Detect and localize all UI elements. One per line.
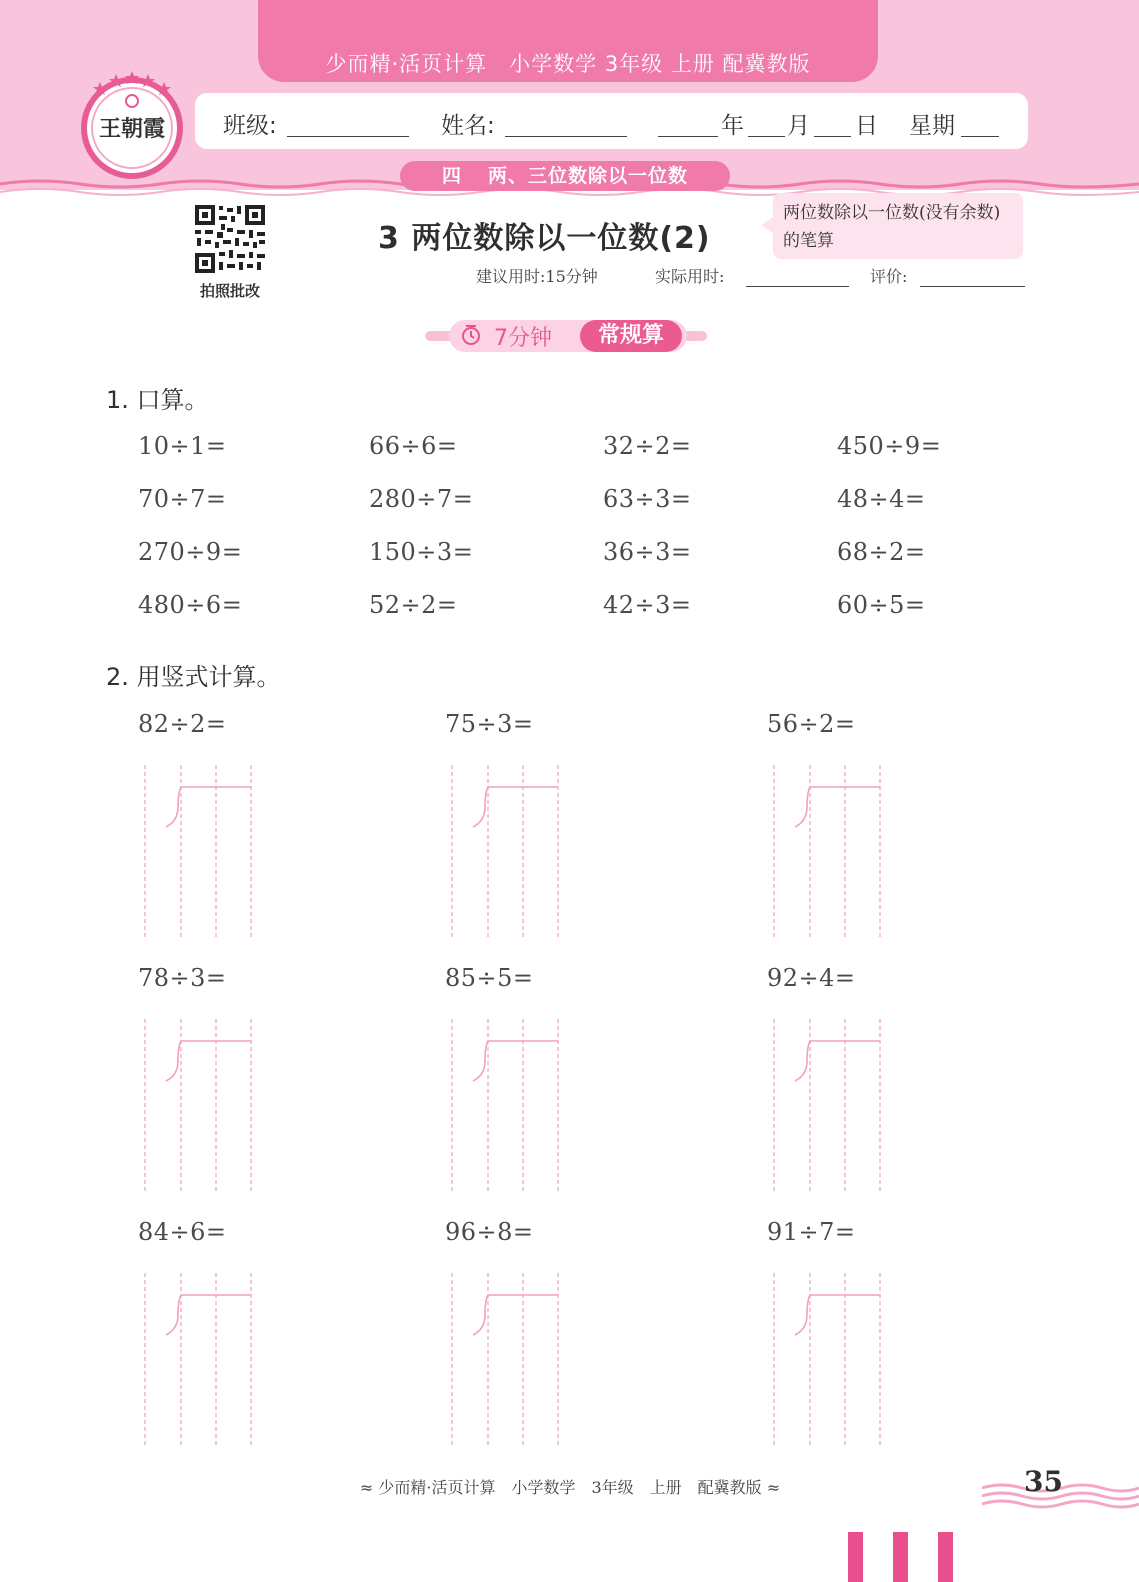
oral-item: 63÷3= [603,485,692,513]
clock-icon [460,324,482,346]
brand-logo [76,68,188,180]
name-field[interactable] [505,136,627,137]
oral-item: 48÷4= [837,485,926,513]
oral-item: 480÷6= [138,591,243,619]
unit-number: 四 [441,165,462,187]
long-division-grid[interactable] [138,1273,258,1448]
long-division-item: 91÷7= [767,1218,856,1246]
oral-item: 42÷3= [603,591,692,619]
oral-item: 10÷1= [138,432,227,460]
series-title: 少而精·活页计算 小学数学 3年级 上册 配冀教版 [325,52,811,76]
section-tag: 常规算 [580,320,682,352]
long-division-item: 92÷4= [767,964,856,992]
oral-item: 150÷3= [369,538,474,566]
long-division-grid[interactable] [445,1273,565,1448]
oral-item: 60÷5= [837,591,926,619]
name-label: 姓名: [441,113,495,139]
month-field[interactable] [748,136,785,137]
day-field[interactable] [814,136,851,137]
long-division-item: 82÷2= [138,710,227,738]
logo-text: 王朝霞 [98,116,166,142]
year-field[interactable] [658,136,718,137]
question-2-title: 2. 用竖式计算。 [106,663,281,691]
oral-item: 66÷6= [369,432,458,460]
weekday-field[interactable] [961,136,999,137]
evaluation-label: 评价: [870,267,908,286]
page-number: 35 [1024,1465,1063,1498]
oral-item: 450÷9= [837,432,942,460]
student-info-bar [195,93,1028,149]
long-division-grid[interactable] [445,765,565,940]
class-field[interactable] [287,136,409,137]
long-division-item: 85÷5= [445,964,534,992]
unit-title: 两、三位数除以一位数 [488,165,689,187]
month-label: 月 [787,113,810,139]
section-time: 7分钟 [494,326,552,351]
page-edge-tabs [848,1532,958,1582]
weekday-label: 星期 [909,113,955,139]
oral-item: 36÷3= [603,538,692,566]
oral-item: 280÷7= [369,485,474,513]
oral-item: 52÷2= [369,591,458,619]
oral-item: 70÷7= [138,485,227,513]
oral-item: 270÷9= [138,538,243,566]
lesson-note: 两位数除以一位数(没有余数)的笔算 [773,193,1023,259]
year-label: 年 [721,113,744,139]
qr-code-icon[interactable] [191,202,269,276]
oral-item: 68÷2= [837,538,926,566]
long-division-item: 56÷2= [767,710,856,738]
long-division-item: 96÷8= [445,1218,534,1246]
question-1-title: 1. 口算。 [106,386,209,414]
long-division-grid[interactable] [767,1273,887,1448]
long-division-item: 84÷6= [138,1218,227,1246]
footer-series: ≈ 少而精·活页计算 小学数学 3年级 上册 配冀教版 ≈ [359,1478,781,1497]
evaluation-field[interactable] [920,286,1025,287]
long-division-grid[interactable] [138,1019,258,1194]
day-label: 日 [855,113,878,139]
actual-time-field[interactable] [746,286,849,287]
long-division-grid[interactable] [138,765,258,940]
long-division-grid[interactable] [767,765,887,940]
qr-label: 拍照批改 [199,282,260,300]
long-division-item: 75÷3= [445,710,534,738]
lesson-title: 3 两位数除以一位数(2) [378,221,711,256]
long-division-grid[interactable] [767,1019,887,1194]
actual-time-label: 实际用时: [655,267,725,286]
unit-banner [400,161,730,191]
long-division-grid[interactable] [445,1019,565,1194]
oral-item: 32÷2= [603,432,692,460]
class-label: 班级: [223,113,277,139]
long-division-item: 78÷3= [138,964,227,992]
suggested-time: 建议用时:15分钟 [476,267,598,286]
